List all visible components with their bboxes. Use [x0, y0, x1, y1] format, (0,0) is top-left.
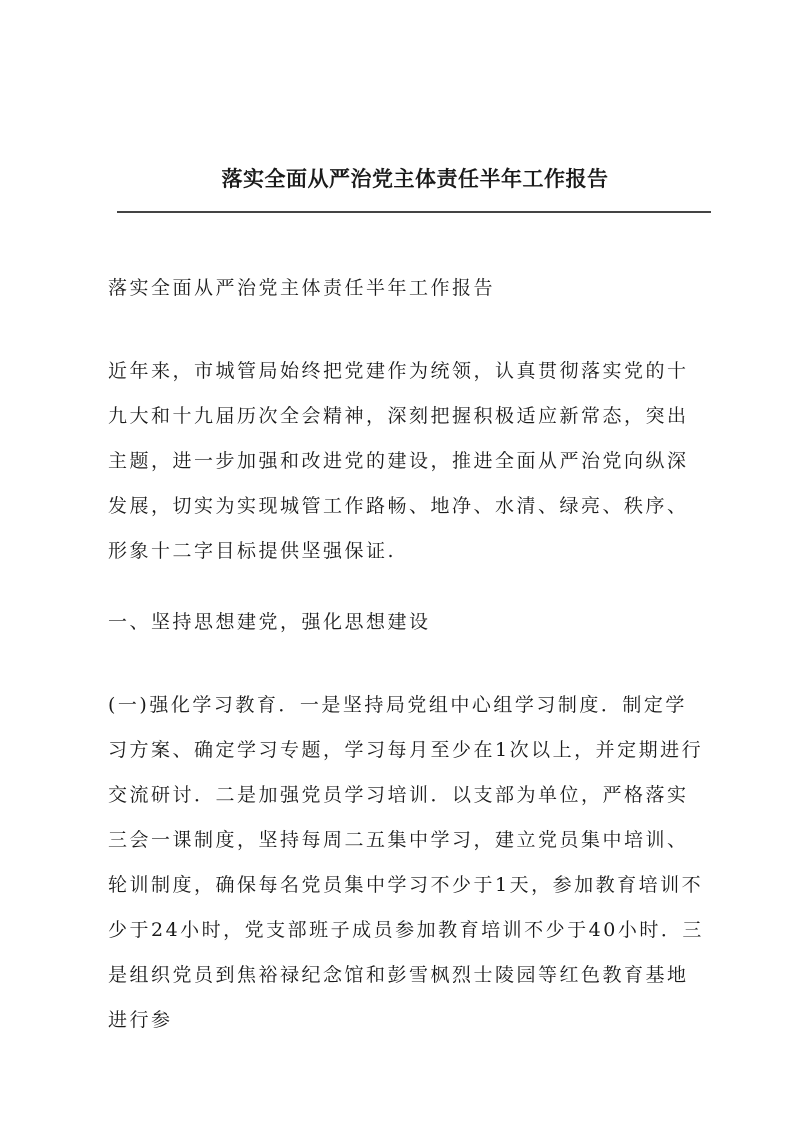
header-divider	[117, 211, 711, 213]
intro-paragraph: 近年来，市城管局始终把党建作为统领，认真贯彻落实党的十九大和十九届历次全会精神，深刻把握积极适应新常态，突出主题，进一步加强和改进党的建设，推进全面从严治党向纵深发展，切实为实现城管工作路畅、地净、水清、绿亮、秩序、形象十二字目标提供坚强保证.	[108, 360, 689, 562]
document-subtitle: 落实全面从严治党主体责任半年工作报告	[108, 277, 496, 299]
section-1-paragraph-1: (一)强化学习教育．一是坚持局党组中心组学习制度．制定学习方案、确定学习专题，学习每月至少在1次以上，并定期进行交流研讨．二是加强党员学习培训．以支部为单位，严格落实三会一课制度，坚持每周二五集中学习，建立党员集中培训、轮训制度，确保每名党员集中学习不少于1天，参加教育培训不少于24小时，党支部班子成员参加教育培训不少于40小时．三是组织党员到焦裕禄纪念馆和彭雪枫烈士陵园等红色教育基地进行参	[108, 694, 704, 1031]
document-header-title: 落实全面从严治党主体责任半年工作报告	[221, 166, 609, 191]
section-heading-1: 一、坚持思想建党，强化思想建设	[108, 611, 431, 633]
